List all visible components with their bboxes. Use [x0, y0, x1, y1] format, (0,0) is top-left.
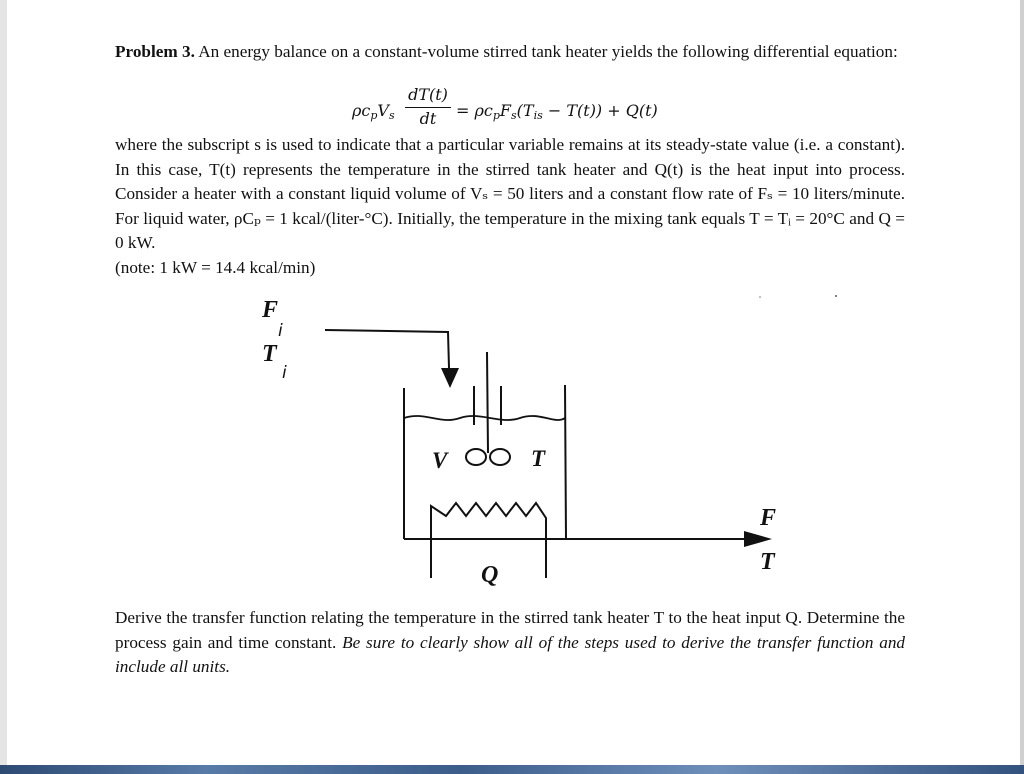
inlet-arrow-head [441, 368, 459, 388]
heat-input-label: Q [481, 562, 499, 588]
outlet-flow-label: F [760, 505, 777, 531]
outlet-arrow-head [744, 531, 772, 547]
outlet-temp-label: T [760, 549, 775, 575]
question-text [115, 606, 905, 680]
equation-rhs-f: F [499, 101, 512, 120]
equation-rhs-b: (T [516, 101, 534, 120]
inlet-flow-label: F [262, 297, 279, 323]
liquid-surface [404, 416, 565, 420]
equation-numerator: dT(t) [408, 85, 448, 104]
problem-intro-text: An energy balance on a constant-volume stirred tank heater yields the following differential equation: [194, 42, 898, 61]
impeller-blade-right [490, 449, 510, 465]
equation-rhs-c: − T(t)) + Q(t) [542, 101, 658, 120]
question-main: Derive the transfer function relating the temperature in the stirred tank heater T to the heat input Q. Determine the process gain and time constant. [115, 608, 905, 652]
inlet-temp-subscript: i [282, 363, 287, 383]
tank-temp-label: T [531, 446, 546, 471]
speck [835, 295, 837, 297]
equation-rhs-is: is [533, 109, 543, 122]
problem-heading: Problem 3. [115, 42, 195, 61]
volume-label: V [432, 448, 448, 473]
question-instructions: Be sure to clearly show all of the steps used to derive the transfer function and include all units. [115, 632, 906, 676]
inlet-temp-label: T [262, 341, 277, 367]
equation-lhs-coeff: ρc [352, 101, 371, 120]
equation-denominator: dt [419, 109, 437, 128]
unit-note: (note: 1 kW = 14.4 kcal/min) [115, 257, 316, 277]
impeller-blade-left [466, 449, 486, 465]
background-strip [0, 765, 1024, 774]
equation-rhs-a: = ρc [456, 101, 493, 120]
inlet-pipe [325, 330, 449, 368]
description-text: where the subscript s is used to indicate that a particular variable remains at its steady-state value (i.e. a constant). In this case, T(t) represents the temperature in the stirred tank heater and Q(t) is the heat input into process. Consider a heater with a constant liquid volume of Vₛ = 50 liters and a constant flow rate of Fₛ = 10 liters/minute. For liquid water, ρCₚ = 1 kcal/(liter-°C). Initially, the temperature in the mixing tank equals T = Tᵢ = 20°C and Q = 0 kW. [115, 135, 905, 252]
equation-lhs-p: p [370, 109, 378, 122]
inlet-flow-subscript: i [278, 321, 283, 341]
agitator-shaft [487, 352, 488, 453]
equation-lhs-s: s [388, 109, 395, 122]
tank-right-wall [565, 385, 566, 540]
equation-rhs-s: s [511, 109, 517, 122]
speck [759, 296, 761, 298]
equation-lhs-v: V [377, 101, 389, 120]
heating-coil [431, 503, 546, 521]
equation-rhs-p: p [492, 109, 500, 122]
